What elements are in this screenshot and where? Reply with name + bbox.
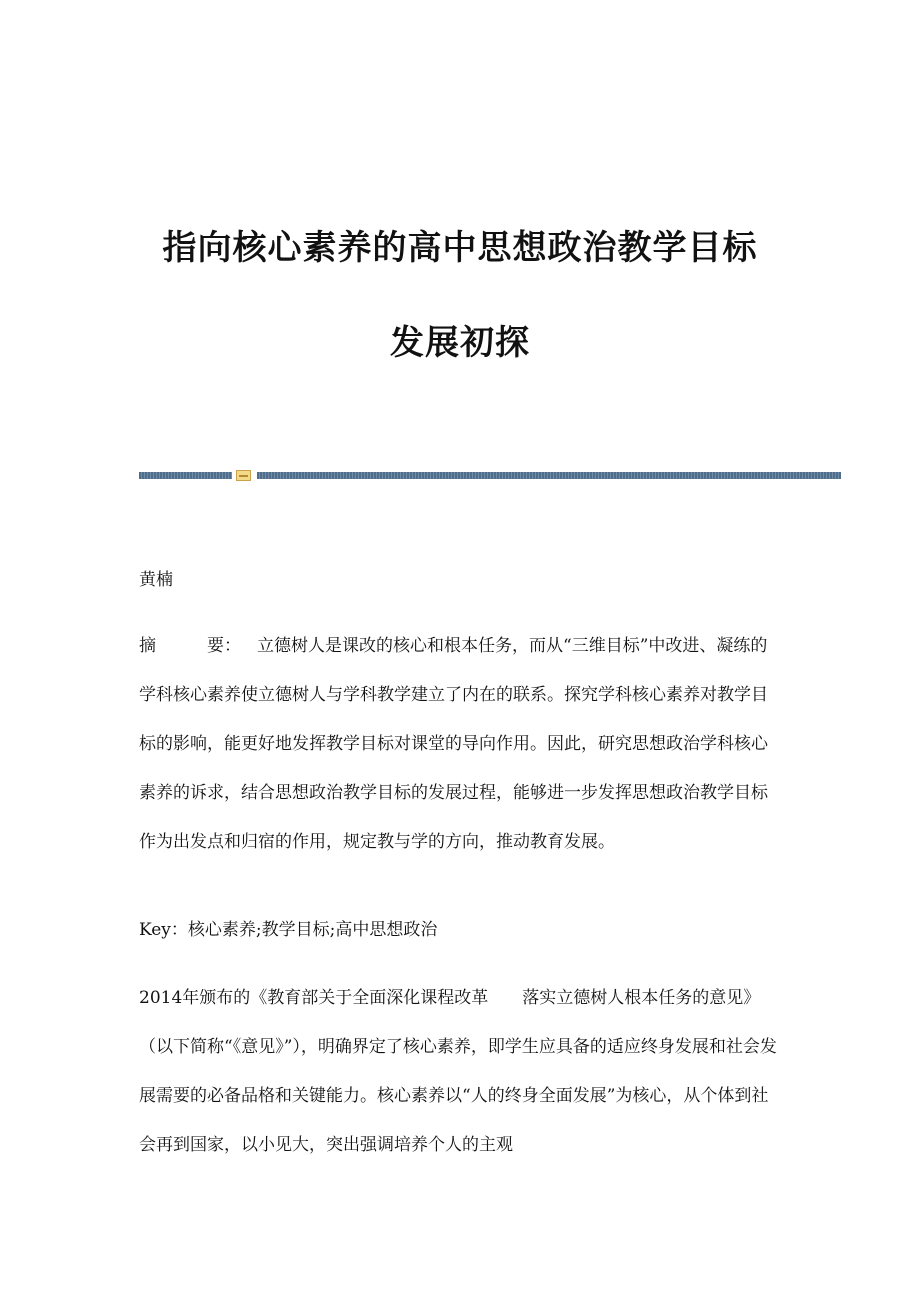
abstract-text: 立德树人是课改的核心和根本任务，而从“三维目标”中改进、凝练的学科核心素养使立德树人与学科教学建立了内在的联系。探究学科核心素养对教学目标的影响，能更好地发挥教学目标对课堂的导向作用。因此，研究思想政治学科核心素养的诉求，结合思想政治教学目标的发展过程，能够进一步发挥思想政治教学目标作为出发点和归宿的作用，规定教与学的方向，推动教育发展。 <box>139 636 768 852</box>
document-title-line-2: 发展初探 <box>390 323 530 363</box>
keywords-line <box>139 918 779 942</box>
abstract-paragraph <box>139 622 779 867</box>
author-name: 黄楠 <box>139 570 173 590</box>
title-divider <box>139 470 841 480</box>
document-title-line-1: 指向核心素养的高中思想政治教学目标 <box>162 228 758 268</box>
keywords-text: 核心素养;教学目标;高中思想政治 <box>187 920 438 940</box>
keywords-label: Key： <box>139 920 188 940</box>
divider-bar-right <box>257 472 841 479</box>
body-paragraph: 2014年颁布的《教育部关于全面深化课程改革 落实立德树人根本任务的意见》（以下简称“《意见》”），明确界定了核心素养，即学生应具备的适应终身发展和社会发展需要的必备品格和关键能力。核心素养以“人的终身全面发展”为核心，从个体到社会再到国家，以小见大，突出强调培养个人的主观 <box>139 988 777 1155</box>
divider-bar-left <box>139 472 232 479</box>
abstract-label: 摘 要： <box>139 636 241 656</box>
divider-ornament-icon <box>236 470 251 481</box>
